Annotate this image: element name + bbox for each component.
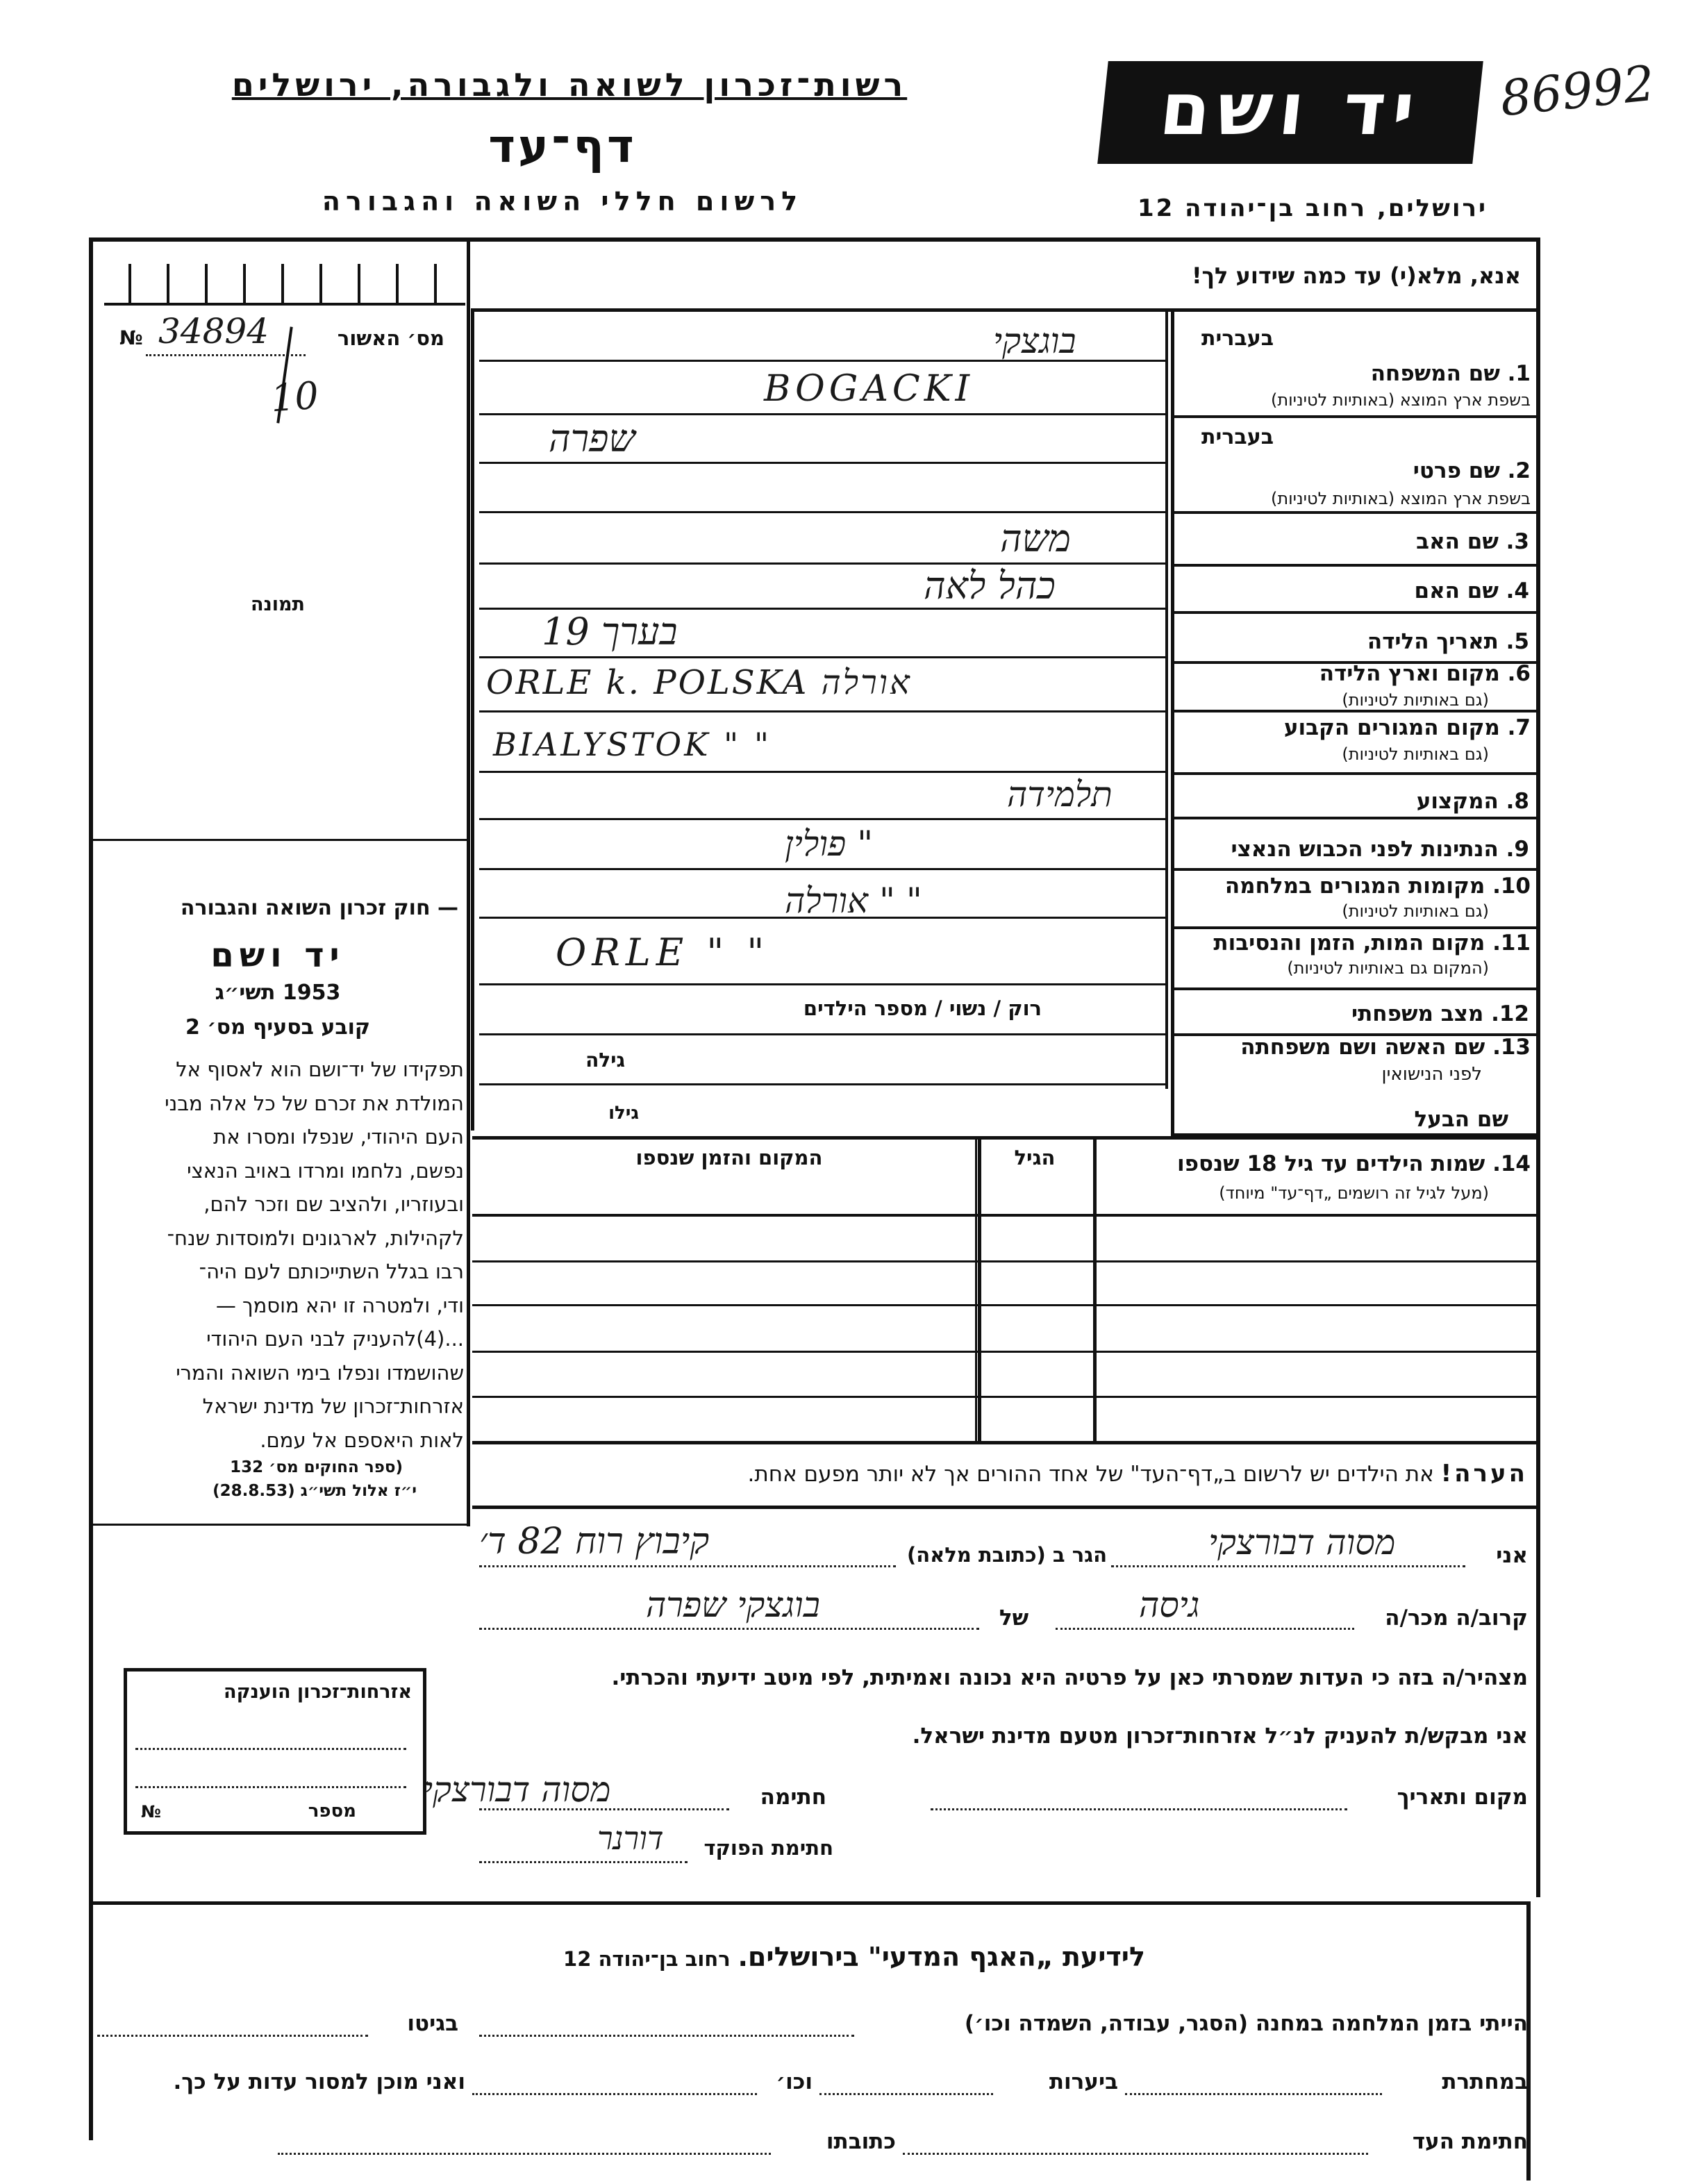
- field-12-label: 12. מצב משפחתי: [1351, 1001, 1529, 1026]
- footer-top: [93, 1901, 1531, 1905]
- footer-line1-tail: [97, 2035, 368, 2037]
- footer-line2-a: במחתרת: [1442, 2069, 1528, 2094]
- citizenship-line-1: [135, 1748, 406, 1750]
- form-subtitle: לרשום חללי השואה והגבורה: [322, 186, 803, 217]
- footer-line1-dots: [479, 2035, 854, 2037]
- footer-line3-dots2: [278, 2153, 771, 2155]
- field-husband-value: גילו: [608, 1103, 639, 1124]
- law-title: — חוק זכרון השואה והגבורה: [180, 896, 458, 920]
- note-text: את הילדים יש לרשום ב„דף־העד" של אחד ההורים אך לא יותר מפעם אחת.: [747, 1462, 1434, 1487]
- law-body: [97, 1053, 464, 1457]
- fields-divider: [1171, 311, 1174, 1137]
- children-sublabel: (מעל לגיל זה רושמים „דף־עד" מיוחד): [1219, 1183, 1489, 1203]
- footer-line3-b: כתובתו: [826, 2129, 896, 2154]
- values-right: [1165, 311, 1168, 1089]
- declarant-ani: אני: [1496, 1543, 1528, 1568]
- citizenship-box: [124, 1668, 426, 1835]
- field-3-label: 3. שם האב: [1416, 529, 1529, 554]
- footer-line2-c: וכו׳: [776, 2069, 813, 2094]
- declarant-lives: הגר ב (כתובת מלאה): [906, 1543, 1108, 1567]
- of-line: [479, 1628, 979, 1630]
- law-box-right: [467, 1437, 470, 1526]
- footer-notice: [479, 1942, 1229, 1972]
- officer-value: דורנר: [597, 1819, 664, 1857]
- field-11-value: ORLE " ": [556, 931, 770, 974]
- note-rule: [472, 1506, 1538, 1509]
- footer-line3-dots1: [903, 2153, 1368, 2155]
- instruction-rule: [471, 308, 1538, 312]
- children-col-place: המקום והזמן שנספו: [635, 1146, 823, 1169]
- declarant-name: מסוה דבורצקי: [1208, 1522, 1396, 1562]
- place-date-line: [931, 1808, 1347, 1810]
- field-6-label: 6. מקום וארץ הלידה: [1319, 661, 1531, 686]
- field-1-hebrew-tag: בעברית: [1201, 326, 1274, 351]
- law-line: ובעוזריו, ולהציב שם וזכר להם,: [203, 1192, 464, 1216]
- photo-label: תמונה: [250, 594, 306, 615]
- footer-line2-dots3: [472, 2093, 757, 2095]
- field-7-sublabel: (גם באותיות לטיניות): [1342, 744, 1489, 764]
- law-box-bottom: [93, 1524, 468, 1526]
- field-2-hebrew-tag: בעברית: [1201, 425, 1274, 449]
- citizenship-line-2: [135, 1786, 406, 1788]
- relation-label: קרוב/ה מכר/ה: [1385, 1606, 1528, 1631]
- law-year: 1953 תשי״ג: [215, 981, 341, 1005]
- handwritten-ref: 86992: [1497, 54, 1658, 128]
- footer-line2-dots1: [1125, 2093, 1382, 2095]
- footer-line2-d: ואני מוכן למסור עדות על כך.: [173, 2069, 465, 2094]
- approval-number: 34894: [158, 311, 269, 351]
- field-4-value: כהל לאה: [924, 564, 1056, 608]
- law-source: (ספר החוקים מס׳ 132: [230, 1458, 403, 1476]
- field-1-value-he: בוגצקי: [993, 321, 1076, 361]
- declarant-address: קיבוץ רוח 82 ד׳: [479, 1521, 710, 1562]
- field-8-value: תלמידה: [1007, 774, 1113, 815]
- field-6-sublabel: (גם באותיות לטיניות): [1342, 690, 1489, 710]
- relation-line: [1056, 1628, 1354, 1630]
- logo-text: יד ושם: [1156, 67, 1426, 151]
- field-5-label: 5. תאריך הלידה: [1367, 629, 1529, 654]
- children-col-age: הגיל: [1014, 1146, 1056, 1169]
- law-line: תפקידו של יד־ושם הוא לאסוף אל: [176, 1058, 464, 1081]
- signature-line: [479, 1808, 729, 1810]
- footer-line1-b: בגיטו: [407, 2011, 458, 2036]
- footer-line1-a: הייתי בזמן המלחמה במחנה (הסגר, עבודה, השמדה וכו׳): [964, 2011, 1528, 2036]
- field-2-label: 2. שם פרטי: [1413, 458, 1531, 483]
- citizenship-title: אזרחות־זכרון הוענקה: [224, 1681, 412, 1703]
- field-7-label: 7. מקום המגורים הקבוע: [1283, 715, 1531, 740]
- footer-line2-b: ביערות: [1049, 2069, 1118, 2094]
- approval-label: מס׳ האשור: [337, 326, 444, 350]
- citizenship-no-symbol: №: [141, 1802, 161, 1822]
- fields-left: [471, 311, 474, 1131]
- declarant-address-line: [479, 1565, 896, 1567]
- field-2-sublabel: בשפת ארץ המוצא (באותיות לטיניות): [1271, 489, 1531, 508]
- field-6-value: ORLE k. POLSKA אורלה: [486, 663, 912, 702]
- approval-dotted: [146, 354, 306, 356]
- law-line: ...(4)להעניק לבני העם היהודי: [206, 1327, 464, 1351]
- law-clause: קובע בסעיף מס׳ 2: [185, 1015, 371, 1040]
- field-9-label: 9. הנתינות לפני הכבוש הנאצי: [1231, 837, 1529, 862]
- yad-vashem-logo: [1097, 61, 1483, 164]
- field-5-value: 19 בערך: [542, 610, 678, 653]
- law-name: יד ושם: [210, 936, 345, 975]
- law-line: נפשם, נלחמו ומרדו באויב הנאצי: [187, 1158, 464, 1183]
- photo-area-bottom: [93, 839, 468, 841]
- field-10-sublabel: (גם באותיות לטיניות): [1342, 901, 1489, 921]
- frame-right: [1536, 237, 1540, 1897]
- law-date: י״ז אלול תשי״ג (28.8.53): [213, 1482, 417, 1500]
- address: ירושלים, רחוב בן־יהודה 12: [1137, 194, 1488, 222]
- field-husband-label: שם הבעל: [1414, 1107, 1508, 1132]
- approval-no-symbol: №: [119, 326, 143, 349]
- children-label: 14. שמות הילדים עד גיל 18 שנספו: [1177, 1151, 1531, 1176]
- field-8-label: 8. המקצוע: [1416, 789, 1529, 814]
- footer-notice-prefix: לידיעת „האגף המדעי" בירושלים.: [738, 1942, 1145, 1972]
- request-text: אני מבקש/ת להעניק לנ״ל אזרחות־זכרון מטעם מדינת ישראל.: [912, 1724, 1528, 1749]
- footer-line3-a: חתימת העד: [1412, 2129, 1528, 2154]
- officer-line: [479, 1861, 688, 1863]
- field-13-value: גילה: [585, 1049, 625, 1072]
- law-line: לאות היאספם אל עמם.: [260, 1428, 464, 1452]
- instruction-text: אנא, מלא(י) עד כמה שידוע לך!: [1191, 262, 1521, 289]
- note-row: [479, 1460, 1528, 1487]
- law-line: המולדת את זכרם של כל אלה מבני: [165, 1091, 464, 1115]
- law-line: אזרחות־זכרון של מדינת ישראל: [202, 1394, 464, 1418]
- place-date-label: מקום ותאריך: [1397, 1785, 1528, 1810]
- field-1-sublabel: בשפת ארץ המוצא (באותיות לטיניות): [1271, 390, 1531, 410]
- field-10-label: 10. מקומות המגורים במלחמה: [1224, 874, 1531, 899]
- form-title: דף־עד: [488, 119, 637, 173]
- relation-value: גיסה: [1139, 1585, 1200, 1625]
- children-header-rule: [472, 1214, 1538, 1217]
- footer-line2-dots2: [819, 2093, 993, 2095]
- officer-label: חתימת הפוקד: [703, 1836, 833, 1860]
- footer-notice-address: רחוב בן־יהודה 12: [563, 1947, 731, 1971]
- declaration-text: מצהיר/ה בזה כי העדות שמסרתי כאן על פרטיה היא נכונה ואמיתית, לפי מיטב ידיעתי והכרתי.: [611, 1665, 1528, 1690]
- left-col-divider: [467, 237, 470, 1439]
- note-label: הערה!: [1440, 1460, 1528, 1487]
- field-3-value: משה: [1000, 517, 1071, 560]
- field-7-value: BIALYSTOK " ": [493, 726, 772, 763]
- approval-fraction: 10: [269, 373, 320, 421]
- children-top: [472, 1136, 1538, 1140]
- field-11-label: 11. מקום המות, הזמן והנסיבות: [1213, 931, 1531, 956]
- law-line: ודי, ולמטרה זו יהא מוסמך —: [215, 1293, 464, 1317]
- field-13-sublabel: לפני הנישואין: [1381, 1064, 1482, 1085]
- authority-line: רשות־זכרון לשואה ולגבורה, ירושלים: [231, 66, 908, 103]
- citizenship-number-label: מספר: [308, 1801, 356, 1822]
- field-9-value: פולין ": [785, 824, 874, 864]
- field-11-sublabel: (המקום גם באותיות לטיניות): [1287, 958, 1489, 978]
- field-1-label: 1. שם המשפחה: [1370, 361, 1531, 386]
- field-2-value: שפרה: [549, 417, 635, 460]
- law-line: העם היהודי, שנפלו ומסרו את: [213, 1125, 464, 1149]
- field-4-label: 4. שם האם: [1414, 578, 1529, 603]
- signature-label: חתימה: [760, 1785, 826, 1810]
- field-10-value: אורלה " ": [785, 881, 922, 921]
- declarant-name-line: [1111, 1565, 1465, 1567]
- signature-value: מסוה דבורצקי: [424, 1769, 611, 1810]
- field-1-value-latin: BOGACKI: [764, 368, 974, 410]
- field-12-value: רוק / נשוי / מספר הילדים: [803, 997, 1042, 1020]
- law-line: שהושמדו ונפלו בימי השואה והמרי: [176, 1360, 464, 1385]
- of-value: בוגצקי שפרה: [646, 1585, 820, 1625]
- children-bottom: [472, 1441, 1538, 1444]
- frame-top: [89, 237, 1540, 242]
- of-label: של: [999, 1606, 1029, 1631]
- law-line: לקהילות, לארגונים ולמוסדות שנח־: [167, 1226, 464, 1250]
- field-13-label: 13. שם האשה ושם משפחתה: [1240, 1035, 1531, 1060]
- frame-left: [89, 237, 93, 2140]
- law-line: רבו בגלל השתייכותם לעם היה־: [199, 1260, 464, 1283]
